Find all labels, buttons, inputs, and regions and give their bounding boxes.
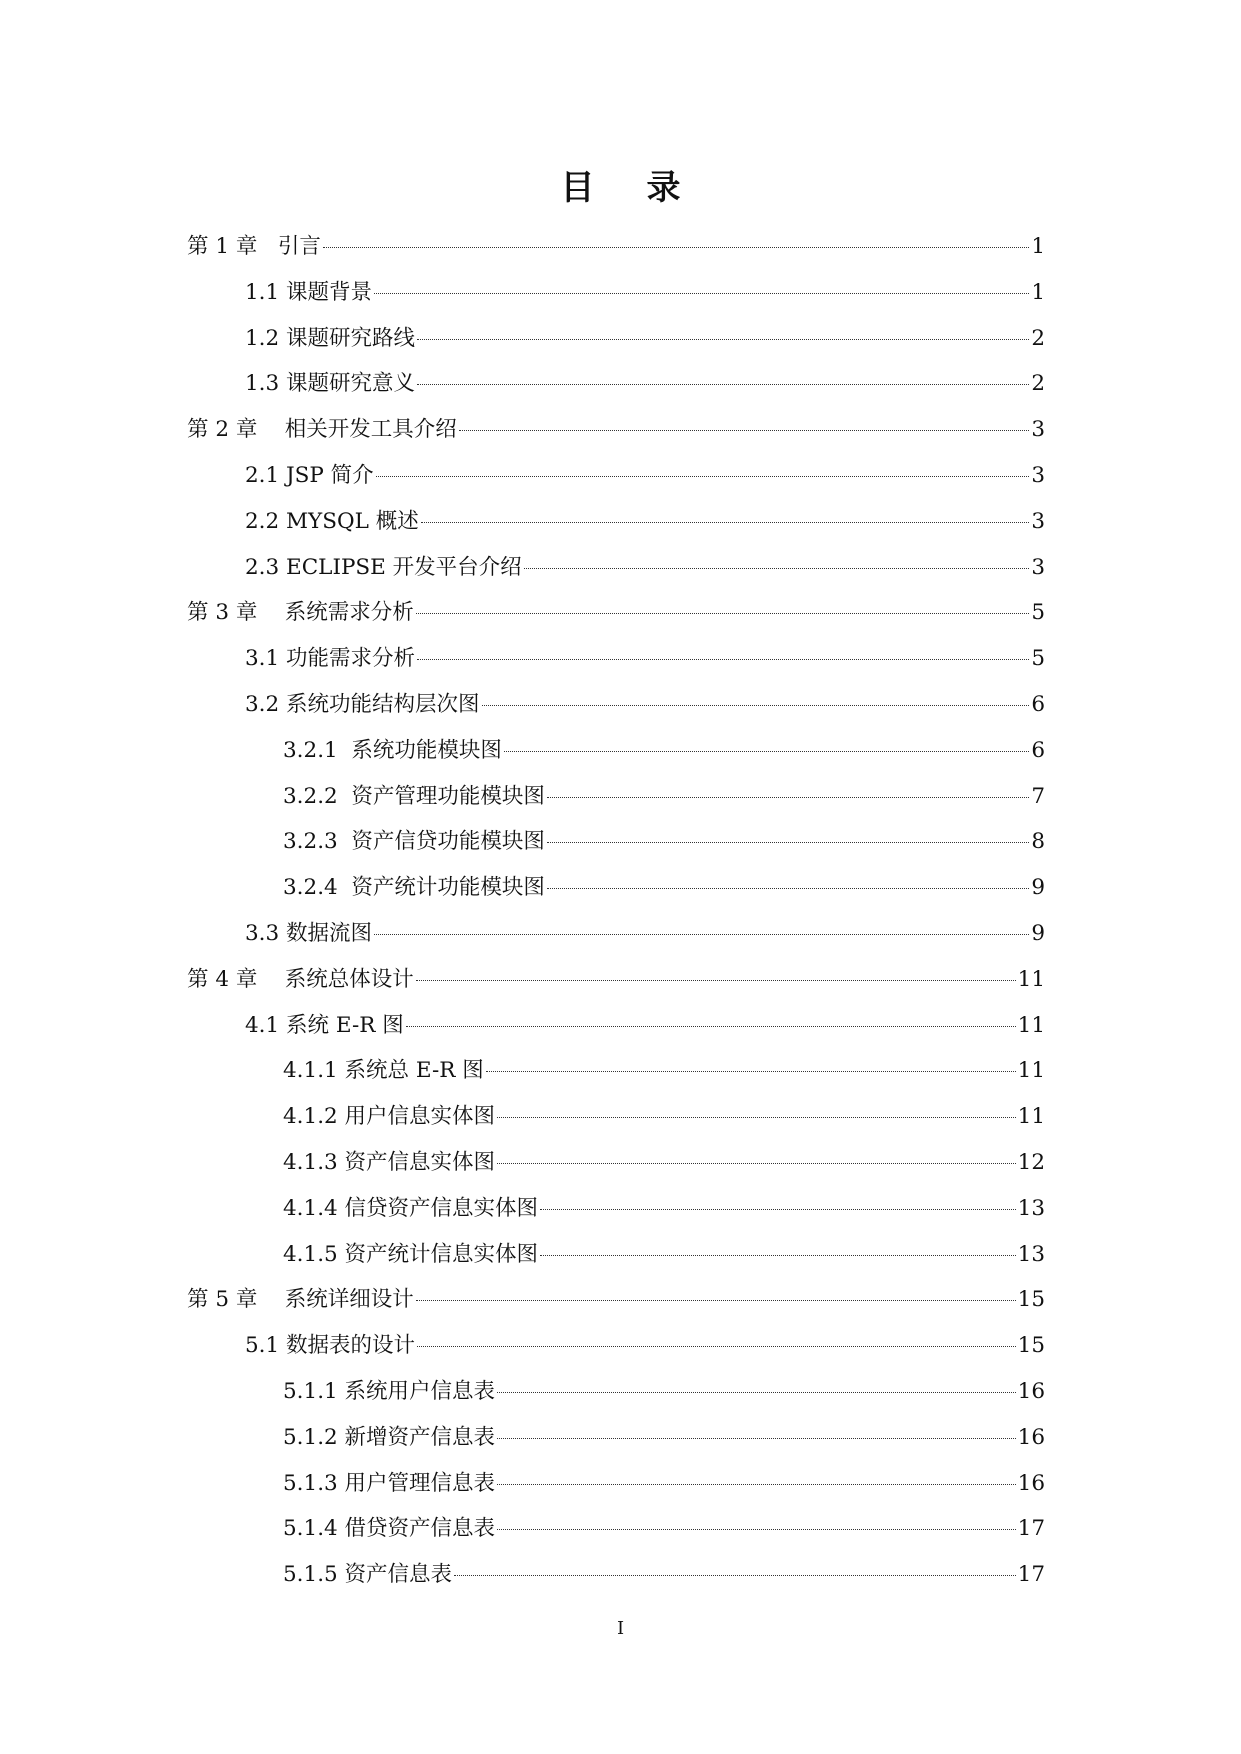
toc-entry-number: 4.1.3 <box>283 1149 345 1175</box>
toc-entry-page: 16 <box>1017 1470 1045 1496</box>
toc-entry-label: ECLIPSE 开发平台介绍 <box>286 554 522 580</box>
toc-dot-leader <box>540 1209 1016 1210</box>
toc-entry-number: 5.1.3 <box>283 1470 345 1496</box>
toc-dot-leader <box>547 842 1029 843</box>
toc-entry-number: 3.2 <box>245 691 287 717</box>
toc-entry[interactable] <box>187 1415 1045 1461</box>
toc-entry-number: 1.1 <box>245 279 287 305</box>
toc-entry-label: 引言 <box>277 234 321 259</box>
toc-entry-label: 资产信息实体图 <box>344 1149 496 1175</box>
toc-entry[interactable] <box>187 316 1045 362</box>
toc-dot-leader <box>417 1346 1016 1347</box>
toc-entry-page: 11 <box>1017 1058 1045 1084</box>
toc-entry-label: 系统总 E-R 图 <box>344 1058 484 1084</box>
toc-dot-leader <box>504 751 1029 752</box>
toc-entry[interactable] <box>187 1461 1045 1507</box>
toc-entry-number: 2.1 <box>245 462 287 488</box>
toc-entry-page: 1 <box>1031 279 1045 305</box>
toc-entry-number: 第 4 章 <box>187 966 285 992</box>
toc-entry[interactable] <box>187 407 1045 453</box>
toc-entry-number: 第 2 章 <box>187 417 285 443</box>
toc-entry-number: 3.3 <box>245 920 287 946</box>
toc-entry-label: 系统需求分析 <box>284 600 414 626</box>
toc-entry-page: 15 <box>1017 1333 1045 1359</box>
toc-entry[interactable] <box>187 1277 1045 1323</box>
toc-entry-page: 3 <box>1031 554 1045 580</box>
toc-entry[interactable] <box>187 1552 1045 1598</box>
toc-entry-label: 系统用户信息表 <box>344 1378 496 1404</box>
toc-dot-leader <box>417 339 1029 340</box>
toc-entry-page: 1 <box>1031 234 1045 259</box>
toc-entry-label: 系统 E-R 图 <box>286 1012 404 1038</box>
toc-dot-leader <box>417 659 1029 660</box>
toc-dot-leader <box>323 247 1029 248</box>
toc-entry[interactable] <box>187 1323 1045 1369</box>
toc-entry[interactable] <box>187 1186 1045 1232</box>
toc-entry-number: 4.1.1 <box>283 1058 345 1084</box>
toc-entry-label: 课题背景 <box>286 279 373 305</box>
toc-entry[interactable] <box>187 1140 1045 1186</box>
toc-entry[interactable] <box>187 361 1045 407</box>
toc-entry[interactable] <box>187 682 1045 728</box>
toc-entry-page: 3 <box>1031 417 1045 443</box>
toc-entry[interactable] <box>187 911 1045 957</box>
toc-entry-number: 4.1 <box>245 1012 287 1038</box>
toc-entry-label: 数据表的设计 <box>286 1333 416 1359</box>
toc-entry-label: 用户管理信息表 <box>344 1470 496 1496</box>
toc-entry-label: MYSQL 概述 <box>286 508 419 534</box>
toc-entry-label: 课题研究路线 <box>286 325 416 351</box>
toc-entry[interactable] <box>187 1094 1045 1140</box>
toc-entry[interactable] <box>187 1232 1045 1278</box>
toc-entry-page: 12 <box>1017 1149 1045 1175</box>
toc-dot-leader <box>482 705 1030 706</box>
toc-dot-leader <box>547 888 1029 889</box>
toc-dot-leader <box>497 1484 1016 1485</box>
toc-entry[interactable] <box>187 957 1045 1003</box>
toc-entry-page: 11 <box>1017 1104 1045 1130</box>
toc-dot-leader <box>376 476 1030 477</box>
toc-entry-label: 新增资产信息表 <box>344 1424 496 1450</box>
toc-entry[interactable] <box>187 819 1045 865</box>
toc-entry-label: 系统功能结构层次图 <box>286 691 480 717</box>
toc-entry-label: 资产信息表 <box>344 1562 453 1588</box>
toc-entry-label: 系统详细设计 <box>284 1287 414 1313</box>
toc-dot-leader <box>497 1529 1016 1530</box>
toc-entry-page: 6 <box>1031 737 1045 763</box>
toc-entry-number: 5.1.4 <box>283 1516 345 1542</box>
toc-entry-page: 13 <box>1017 1241 1045 1267</box>
toc-entry[interactable] <box>187 774 1045 820</box>
page-number-footer: I <box>616 1618 625 1639</box>
toc-dot-leader <box>374 934 1029 935</box>
toc-entry-number: 第 1 章 <box>187 234 278 259</box>
toc-entry[interactable] <box>187 545 1045 591</box>
toc-dot-leader <box>416 613 1030 614</box>
toc-entry-label: 资产信贷功能模块图 <box>351 829 545 855</box>
toc-entry-page: 11 <box>1017 966 1045 992</box>
toc-entry-page: 7 <box>1031 783 1045 809</box>
toc-dot-leader <box>497 1117 1016 1118</box>
toc-entry-number: 2.3 <box>245 554 287 580</box>
toc-entry-number: 4.1.2 <box>283 1104 345 1130</box>
toc-dot-leader <box>497 1438 1016 1439</box>
toc-entry-page: 2 <box>1031 371 1045 397</box>
toc-entry[interactable] <box>187 224 1045 270</box>
toc-entry[interactable] <box>187 453 1045 499</box>
toc-entry-number: 第 5 章 <box>187 1287 285 1313</box>
toc-entry-number: 3.1 <box>245 646 287 672</box>
toc-title: 目录 <box>560 168 733 208</box>
toc-dot-leader <box>421 522 1030 523</box>
toc-entry[interactable] <box>187 1003 1045 1049</box>
toc-entry-page: 9 <box>1031 920 1045 946</box>
toc-entry-number: 5.1.5 <box>283 1562 345 1588</box>
toc-entry-label: 数据流图 <box>286 920 373 946</box>
toc-entry-label: 资产管理功能模块图 <box>351 783 545 809</box>
toc-entry-page: 5 <box>1031 646 1045 672</box>
toc-dot-leader <box>417 384 1029 385</box>
toc-entry-number: 3.2.4 <box>283 875 352 901</box>
toc-entry-label: 信贷资产信息实体图 <box>344 1195 539 1221</box>
toc-entry[interactable] <box>187 865 1045 911</box>
toc-entry-page: 8 <box>1031 829 1045 855</box>
table-of-contents <box>187 224 1045 1598</box>
toc-dot-leader <box>497 1392 1016 1393</box>
toc-entry-label: 相关开发工具介绍 <box>284 417 457 443</box>
toc-entry-number: 5.1.1 <box>283 1378 345 1404</box>
toc-dot-leader <box>540 1255 1016 1256</box>
toc-entry-number: 5.1 <box>245 1333 287 1359</box>
toc-entry-label: 系统功能模块图 <box>351 737 502 763</box>
toc-dot-leader <box>459 430 1030 431</box>
toc-entry-page: 11 <box>1017 1012 1045 1038</box>
toc-entry-label: 系统总体设计 <box>284 966 414 992</box>
toc-entry[interactable] <box>187 590 1045 636</box>
toc-entry-label: 功能需求分析 <box>286 646 416 672</box>
toc-entry-page: 15 <box>1017 1287 1045 1313</box>
toc-entry-page: 3 <box>1031 508 1045 534</box>
toc-entry-number: 1.2 <box>245 325 287 351</box>
toc-dot-leader <box>486 1071 1016 1072</box>
toc-entry-number: 4.1.4 <box>283 1195 345 1221</box>
toc-dot-leader <box>547 797 1029 798</box>
toc-entry-label: 课题研究意义 <box>286 371 416 397</box>
toc-entry-number: 3.2.1 <box>283 737 352 763</box>
toc-entry-label: 用户信息实体图 <box>344 1104 496 1130</box>
toc-dot-leader <box>524 568 1030 569</box>
toc-entry-page: 5 <box>1031 600 1045 626</box>
toc-entry[interactable] <box>187 1048 1045 1094</box>
toc-entry-number: 4.1.5 <box>283 1241 345 1267</box>
toc-entry[interactable] <box>187 636 1045 682</box>
toc-entry-label: 借贷资产信息表 <box>344 1516 496 1542</box>
toc-dot-leader <box>374 293 1029 294</box>
toc-entry-page: 16 <box>1017 1424 1045 1450</box>
toc-entry-number: 5.1.2 <box>283 1424 345 1450</box>
toc-dot-leader <box>416 980 1016 981</box>
toc-entry-number: 3.2.3 <box>283 829 352 855</box>
toc-entry-page: 6 <box>1031 691 1045 717</box>
toc-entry-label: 资产统计功能模块图 <box>351 875 545 901</box>
toc-entry-number: 第 3 章 <box>187 600 285 626</box>
toc-entry-page: 2 <box>1031 325 1045 351</box>
toc-entry-number: 1.3 <box>245 371 287 397</box>
toc-entry[interactable] <box>187 270 1045 316</box>
toc-entry-label: JSP 简介 <box>286 462 374 488</box>
toc-entry-page: 17 <box>1017 1516 1045 1542</box>
toc-entry-page: 9 <box>1031 875 1045 901</box>
toc-entry[interactable] <box>187 1369 1045 1415</box>
toc-entry[interactable] <box>187 499 1045 545</box>
toc-entry-page: 16 <box>1017 1378 1045 1404</box>
toc-entry-number: 2.2 <box>245 508 287 534</box>
toc-dot-leader <box>416 1300 1016 1301</box>
toc-entry-page: 17 <box>1017 1562 1045 1588</box>
toc-entry-page: 13 <box>1017 1195 1045 1221</box>
toc-entry-page: 3 <box>1031 462 1045 488</box>
toc-dot-leader <box>454 1575 1016 1576</box>
toc-dot-leader <box>497 1163 1016 1164</box>
toc-entry[interactable] <box>187 728 1045 774</box>
toc-entry-number: 3.2.2 <box>283 783 352 809</box>
toc-dot-leader <box>406 1026 1016 1027</box>
toc-entry[interactable] <box>187 1506 1045 1552</box>
toc-entry-label: 资产统计信息实体图 <box>344 1241 539 1267</box>
